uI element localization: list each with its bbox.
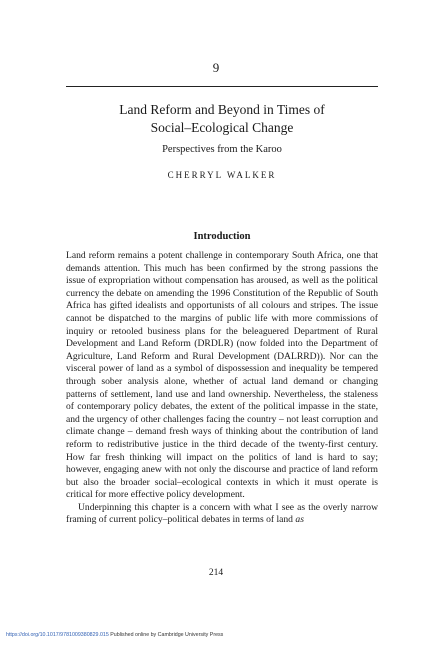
doi-link[interactable]: https://doi.org/10.1017/9781009380829.015 (6, 632, 109, 638)
chapter-title (66, 101, 378, 137)
chapter-subtitle: Perspectives from the Karoo (162, 144, 282, 155)
section-heading: Introduction (193, 231, 251, 242)
body-text (66, 250, 378, 527)
chapter-number: 9 (212, 60, 220, 75)
header-rule (66, 86, 378, 87)
paragraph-1: Land reform remains a potent challenge in contemporary South Africa, one that demands attention. This much has been confirmed by the strong passions the issue of expropriation without compensation has aroused, as well as the political currency the debate on amending the 1996 Constitution of the Republic of South Africa has gifted idealists and opportunists of all colours and stripes. The issue cannot be dispatched to the margins of public life with more commissions of inquiry or retooled business plans for the beleaguered Department of Rural Development and Land Reform (DRDLR) (now folded into the Department of Agriculture, Land Reform and Rural Development (DALRRD)). Nor can the visceral power of land as a symbol of dispossession and inequality be tempered through sober analysis alone, whether of actual land demand or changing patterns of settlement, land use and land ownership. Nevertheless, the staleness of contemporary policy debates, the extent of the political impasse in the state, and the urgency of other challenges facing the country – not least corruption and climate change – demand fresh ways of thinking about the contribution of land reform to redistributive justice in the third decade of the twenty-first century. How far fresh thinking will impact on the politics of land is hard to say; however, engaging anew with not only the discourse and practice of land reform but also the broader social–ecological contexts in which it must operate is critical for more effective policy development. (66, 250, 378, 501)
paragraph-2-text: Underpinning this chapter is a concern with what I see as the overly narrow framing of current policy–political debates in terms of land (66, 501, 378, 526)
paragraph-2 (66, 502, 378, 527)
chapter-title-line-2: Social–Ecological Change (150, 120, 294, 135)
page-number: 214 (208, 568, 224, 578)
paragraph-2-italic: as (295, 514, 304, 526)
author-name: CHERRYL WALKER (167, 170, 277, 180)
chapter-title-line-1: Land Reform and Beyond in Times of (119, 102, 325, 117)
publisher-note: Published online by Cambridge University Press (108, 632, 224, 638)
footer (6, 632, 426, 638)
